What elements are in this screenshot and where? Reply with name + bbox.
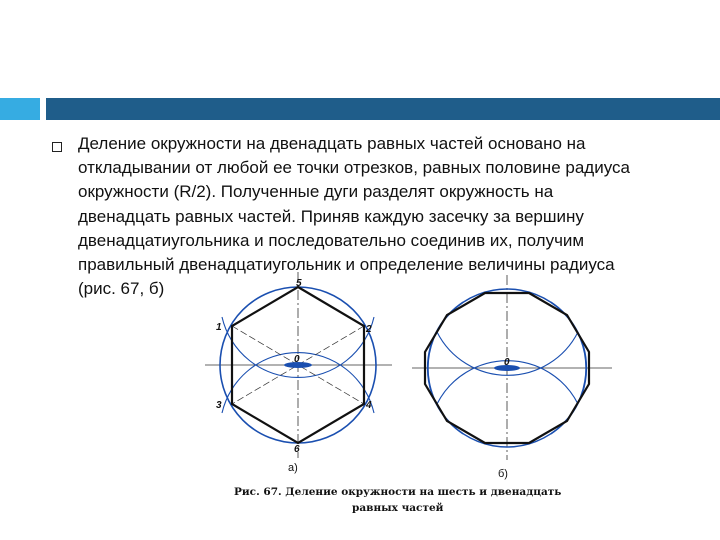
point-label-3: 3 [216,400,222,411]
paragraph-line: двенадцать равных частей. Приняв каждую засечку за вершину [78,206,584,226]
paragraph-line: откладывании от любой ее точки отрезков, равных половине радиуса [78,158,630,178]
point-label-6: 6 [294,444,300,455]
point-label-4: 4 [366,400,372,411]
point-label-1: 1 [216,322,222,333]
paragraph-line: Деление окружности на двенадцать равных частей основано на [78,134,586,153]
paragraph-line: окружности (R/2). Полученные дуги разделят окружность на [78,182,554,202]
figure-b [412,275,612,480]
center-label-a: 0 [294,354,300,365]
center-label-b: 0 [504,357,510,368]
subfigure-label-a: а) [288,462,298,474]
point-label-5: 5 [296,278,302,289]
paragraph-line: двенадцатиугольника и последовательно соединив их, получим [78,230,585,250]
figure-caption-line2: равных частей [352,502,444,514]
paragraph-line: правильный двенадцатиугольник и определение величины радиуса [78,255,615,275]
figure-caption-line1: Рис. 67. Деление окружности на шесть и двенадцать [234,486,562,498]
paragraph-line: (рис. 67, б) [78,279,165,299]
figure-a [205,272,392,474]
subfigure-label-b: б) [498,468,508,480]
point-label-2: 2 [366,324,372,335]
